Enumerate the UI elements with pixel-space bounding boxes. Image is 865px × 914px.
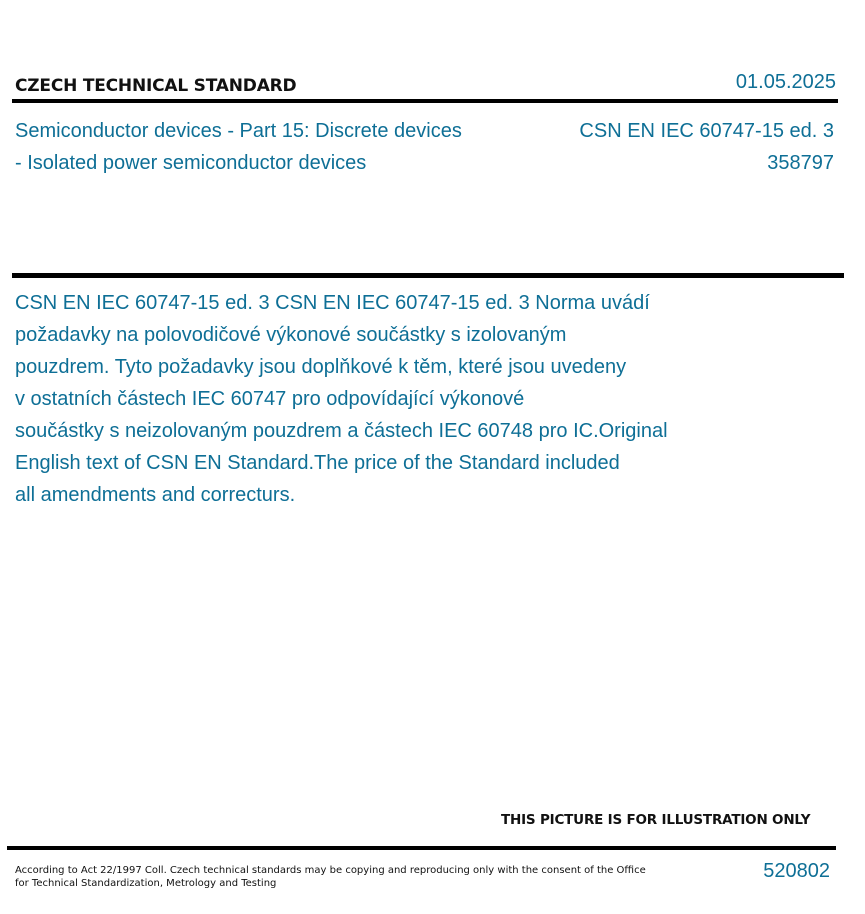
standard-title-line-1: Semiconductor devices - Part 15: Discrete devices: [15, 120, 462, 142]
description-line: English text of CSN EN Standard.The price of the Standard included: [15, 452, 620, 474]
description-line: all amendments and correcturs.: [15, 484, 296, 506]
description-line: pouzdrem. Tyto požadavky jsou doplňkové k těm, které jsou uvedeny: [15, 356, 627, 378]
standard-code: CSN EN IEC 60747-15 ed. 3: [579, 120, 834, 142]
legal-notice: [15, 864, 646, 890]
catalog-code: 520802: [763, 860, 830, 882]
standard-number: 358797: [767, 152, 834, 174]
publication-date: 01.05.2025: [735, 71, 836, 93]
description-line: v ostatních částech IEC 60747 pro odpovídající výkonové: [15, 388, 525, 410]
description-line: součástky s neizolovaným pouzdrem a částech IEC 60748 pro IC.Original: [15, 420, 668, 442]
description-line: požadavky na polovodičové výkonové součástky s izolovaným: [15, 324, 567, 346]
standard-title: [15, 115, 535, 179]
illustration-disclaimer: THIS PICTURE IS FOR ILLUSTRATION ONLY: [501, 812, 811, 828]
legal-notice-line-1: According to Act 22/1997 Coll. Czech technical standards may be copying and reproducing only with the consent of the Office: [15, 865, 646, 876]
header-divider: [12, 99, 838, 103]
standard-description: [15, 287, 745, 511]
standard-identifiers: [579, 115, 834, 179]
legal-notice-line-2: for Technical Standardization, Metrology and Testing: [15, 878, 277, 889]
document-type-label: CZECH TECHNICAL STANDARD: [15, 76, 297, 96]
footer-divider: [7, 846, 836, 850]
description-line: CSN EN IEC 60747-15 ed. 3 CSN EN IEC 60747-15 ed. 3 Norma uvádí: [15, 292, 650, 314]
title-divider: [12, 273, 844, 278]
standard-title-line-2: - Isolated power semiconductor devices: [15, 152, 367, 174]
